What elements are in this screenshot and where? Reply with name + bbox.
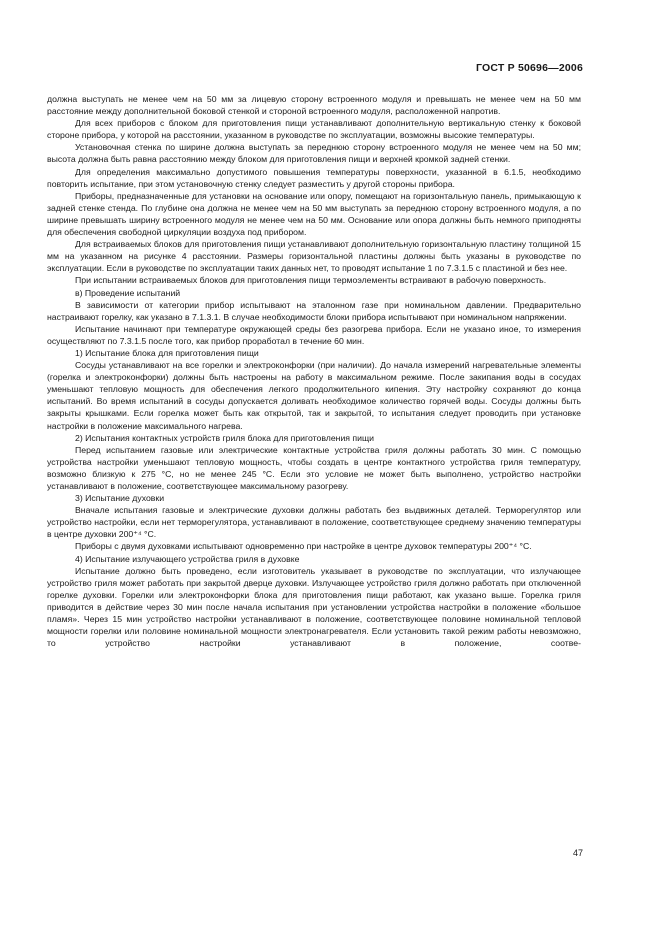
document-body bbox=[47, 93, 581, 649]
subsection-heading: 1) Испытание блока для приготовления пищи bbox=[75, 347, 259, 358]
paragraph: Вначале испытания газовые и электрические духовки должны работать без выдвижных деталей. Терморегулятор или устройство настройки, если нет терморегулятора, устанавливают в положение, соответствующее среднему значению температуры в центре духовки 200⁺⁴ °С. bbox=[47, 505, 581, 540]
paragraph: При испытании встраиваемых блоков для приготовления пищи термоэлементы встраивают в рабочую поверхность. bbox=[75, 275, 547, 286]
paragraph: Для встраиваемых блоков для приготовления пищи устанавливают дополнительную горизонтальную пластину толщиной 15 мм на указанном на рисунке 4 расстоянии. Размеры горизонтальной пластины должны быть указаны в руководстве по эксплуатации. Если в руководстве по эксплуатации таких данных нет, то проводят испытание 1 по 7.3.1.5 с пластиной и без нее. bbox=[47, 239, 581, 274]
paragraph: Приборы с двумя духовками испытывают одновременно при настройке в центре духовок температуры 200⁺⁴ °С. bbox=[75, 541, 532, 552]
paragraph: Приборы, предназначенные для установки на основание или опору, помещают на горизонтальную панель, примыкающую к задней стенке стенда. По глубине она должна не менее чем на 50 мм выступать за переднюю сторону встроенного модуля, а по ширине превышать ширину встроенного модуля не менее чем на 50 мм. Основание или опора должны быть немного приподняты для обеспечения свободной циркуляции воздуха под прибором. bbox=[47, 190, 581, 238]
page-header-standard-id: ГОСТ Р 50696—2006 bbox=[475, 62, 583, 74]
paragraph: Для всех приборов с блоком для приготовления пищи устанавливают дополнительную вертикальную стенку к боковой стороне прибора, у которой на расстоянии, указанном в руководстве по эксплуатации, возможны высокие температуры. bbox=[47, 118, 581, 141]
page-number: 47 bbox=[572, 848, 583, 858]
paragraph: Для определения максимально допустимого повышения температуры поверхности, указанной в 6.1.5, необходимо повторить испытание, при этом установочную стенку следует разместить у другой стороны прибора. bbox=[47, 166, 581, 189]
subsection-heading: 2) Испытания контактных устройств гриля блока для приготовления пищи bbox=[75, 432, 374, 443]
section-heading: в) Проведение испытаний bbox=[75, 287, 181, 298]
subsection-heading: 4) Испытание излучающего устройства гриля в духовке bbox=[75, 553, 300, 564]
paragraph: должна выступать не менее чем на 50 мм за лицевую сторону встроенного модуля и превышать не менее чем на 50 мм расстояние между дополнительной боковой стенкой и стороной встроенного модуля, расположенной напротив. bbox=[47, 94, 581, 117]
paragraph: Испытание начинают при температуре окружающей среды без разогрева прибора. Если не указано иное, то измерения осуществляют по 7.3.1.5 после того, как прибор проработал в течение 60 мин. bbox=[47, 323, 581, 346]
paragraph: Установочная стенка по ширине должна выступать за переднюю сторону встроенного модуля не менее чем на 50 мм; высота должна быть равна расстоянию между блоком для приготовления пищи и верхней кромкой задней стенки. bbox=[47, 142, 581, 165]
subsection-heading: 3) Испытание духовки bbox=[75, 493, 165, 504]
paragraph: Сосуды устанавливают на все горелки и электроконфорки (при наличии). До начала измерений нагревательные элементы (горелка и электроконфорки) должны быть настроены на работу в максимальном режиме. После закипания воды в сосудах уменьшают тепловую мощность для обеспечения легкого продолжительного кипения. Эту настройку сохраняют до конца испытаний. Во время испытаний в сосуды допускается доливать необходимое количество горячей воды. Сосуды должны быть закрыты крышками. Если горелка может быть как открытой, так и закрытой, то испытания следует проводить при установке настройки в положение максимального нагрева. bbox=[47, 360, 581, 431]
paragraph: Перед испытанием газовые или электрические контактные устройства гриля должны работать 30 мин. С помощью устройства настройки уменьшают тепловую мощность, чтобы создать в центре контактного устройства гриля температуру, возможно близкую к 275 °С, но не менее 245 °С. Если это условие не может быть выполнено, устройство настройки устанавливают в положение, соответствующее максимальному разогреву. bbox=[47, 444, 581, 491]
paragraph: В зависимости от категории прибор испытывают на эталонном газе при номинальном давлении. Предварительно настраивают горелку, как указано в 7.1.3.1. В случае необходимости блоки прибора испытывают при номинальном напряжении. bbox=[47, 299, 581, 322]
paragraph: Испытание должно быть проведено, если изготовитель указывает в руководстве по эксплуатации, что излучающее устройство гриля может работать при закрытой дверце духовки. Излучающее устройство гриля должно работать при отключенной горелке духовки. Горелки или электроконфорки блока для приготовления пищи работают, как указано выше. Горелка гриля приводится в действие через 30 мин после начала испытания при установлении устройства настройки в положение «большое пламя». Через 15 мин устройство настройки устанавливают в положение, соответствующее половине номинальной тепловой мощности горелки или половине номинальной мощности электронагревателя. Если установить такой режим работы невозможно, то устройство настройки устанавливают в положение, соотве- bbox=[47, 565, 581, 649]
